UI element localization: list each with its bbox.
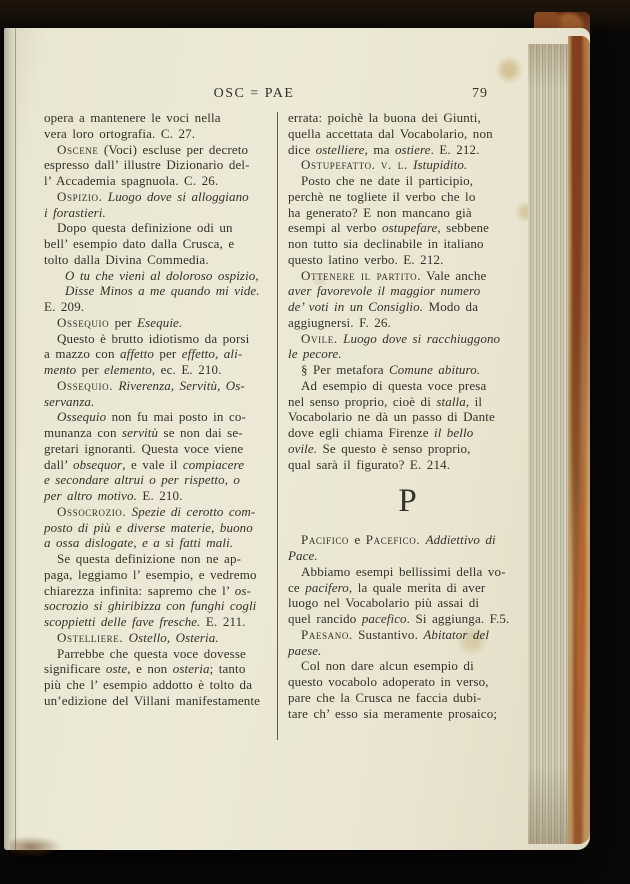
text-line	[288, 595, 528, 611]
text-line	[288, 189, 528, 205]
text-line	[44, 268, 272, 284]
text-run: E. 211.	[200, 614, 246, 629]
text-run: Sustantivo.	[352, 626, 424, 642]
text-line	[44, 236, 272, 252]
text-run: Ovile.	[301, 330, 338, 346]
text-run: paese.	[288, 642, 322, 658]
text-run: Se questo è senso proprio,	[317, 440, 471, 456]
text-line	[44, 394, 272, 410]
text-line	[288, 126, 528, 142]
text-line	[288, 548, 528, 564]
section-heading: P	[398, 483, 418, 520]
text-run: , ma	[364, 141, 395, 157]
text-run: pare che la Crusca ne faccia dubi-	[288, 689, 482, 705]
text-run: Ossocrozio.	[57, 503, 127, 519]
bottom-left-stain	[10, 836, 62, 858]
text-line	[44, 205, 272, 221]
text-run: Luogo dove si alloggiano	[107, 188, 249, 204]
text-line	[288, 331, 528, 347]
text-run: socrozio si ghiribizza con funghi cogli	[44, 598, 257, 614]
text-run: Ottenere il partito.	[301, 267, 422, 283]
text-run: Spezie di cerotto com-	[131, 503, 256, 519]
text-line	[288, 394, 528, 410]
text-run: munanza con	[44, 425, 122, 440]
text-run: Ostello, Osteria.	[128, 629, 219, 645]
text-line	[44, 189, 272, 205]
text-run: opera a mantenere le voci nella	[44, 110, 221, 125]
text-line	[288, 532, 528, 548]
text-run: § Per metafora	[301, 362, 390, 377]
text-run: ha generato? E non mancano già	[288, 204, 472, 220]
text-line	[44, 157, 272, 173]
text-run: Modo da	[423, 299, 479, 314]
text-line	[288, 409, 528, 425]
text-run: errata: poichè la buona dei Giunti,	[288, 110, 481, 125]
text-run: bell’ esempio dato dalla Crusca, e	[44, 236, 235, 251]
text-run: compiacere	[182, 456, 245, 472]
text-line	[288, 378, 528, 394]
text-run: . E. 212.	[430, 141, 480, 157]
text-line	[44, 567, 272, 583]
text-line	[288, 441, 528, 457]
text-run: , la quale merita di aver	[348, 579, 486, 595]
text-run: posto di più e diverse materie, buono	[44, 519, 253, 535]
text-line	[44, 409, 272, 425]
text-run: luogo nel Vocabolario più assai di	[288, 595, 480, 611]
text-run: non fu mai posto in co-	[106, 409, 247, 425]
text-run: elemento	[104, 362, 152, 377]
text-run: significare	[44, 661, 106, 677]
text-line	[288, 627, 528, 643]
text-run: questo latino verbo. E. 212.	[288, 251, 444, 267]
printed-page-content	[4, 28, 590, 850]
text-run: , sebbene	[437, 220, 490, 236]
text-run: Luogo dove si racchiuggono	[343, 330, 501, 346]
text-line	[44, 173, 272, 189]
text-run: , ec. E. 210.	[151, 362, 222, 377]
text-run: Vocabolario ne dà un passo di Dante	[288, 409, 495, 425]
text-run: mento	[44, 362, 77, 377]
text-run: Posto che ne date il participio,	[301, 173, 474, 188]
text-line	[288, 252, 528, 268]
text-line	[288, 690, 528, 706]
text-line	[288, 157, 528, 173]
text-line	[288, 173, 528, 189]
text-line	[44, 472, 272, 488]
text-line	[288, 283, 528, 299]
text-run: (Voci) escluse per decreto	[98, 141, 249, 157]
text-line	[288, 110, 528, 126]
text-line	[44, 693, 272, 709]
text-line	[44, 220, 272, 236]
column-divider-rule	[277, 112, 278, 740]
text-run: Dopo questa definizione odi un	[57, 220, 233, 236]
text-run: , il	[465, 393, 483, 409]
text-line	[44, 126, 272, 142]
text-run: Questo è brutto idiotismo da porsi	[57, 330, 250, 346]
text-line	[288, 611, 528, 627]
text-run: Col non dare alcun esempio di	[301, 658, 474, 674]
text-run: affetto	[120, 346, 154, 362]
text-run: e secondare altrui o per rispetto, o	[44, 472, 241, 488]
text-run: Pacifico	[301, 532, 350, 548]
text-run: perchè ne togliete il verbo che lo	[288, 188, 476, 204]
text-run: paga, leggiamo l’ esempio, e vedremo	[44, 566, 257, 582]
text-run: dove egli chiama Firenze	[288, 425, 435, 440]
text-run: i forastieri.	[44, 204, 106, 220]
text-line	[44, 441, 272, 457]
text-run: per altro motivo.	[44, 488, 137, 503]
text-line	[288, 205, 528, 221]
text-line	[288, 346, 528, 362]
text-column-left	[44, 110, 272, 709]
text-run: Abbiamo esempi bellissimi della vo-	[301, 563, 506, 579]
text-line	[288, 580, 528, 596]
text-line	[44, 535, 272, 551]
text-line	[288, 425, 528, 441]
text-run: Disse Minos a me quando mi vide.	[65, 283, 260, 299]
text-run: per	[153, 346, 182, 362]
text-run: a mazzo con	[44, 346, 121, 362]
text-run: Pace.	[288, 548, 318, 563]
text-run: , e vale il	[122, 456, 183, 472]
text-run: servitù	[122, 425, 159, 440]
text-line	[44, 504, 272, 520]
text-run: ostelliere	[315, 141, 365, 157]
text-run: O tu che vieni al doloroso ospizio,	[65, 267, 259, 283]
text-run: Parrebbe che questa voce dovesse	[57, 645, 246, 661]
text-run: Comune abituro.	[389, 362, 481, 377]
text-run: le pecore.	[288, 346, 342, 362]
text-run: e	[349, 532, 366, 548]
text-run: Pacefico.	[365, 532, 421, 548]
text-line	[44, 346, 272, 362]
text-run: Istupidito.	[413, 157, 468, 173]
text-run: Ossequio	[57, 314, 110, 330]
text-line	[44, 630, 272, 646]
text-run: il bello	[434, 425, 474, 440]
text-run: effetto	[181, 346, 215, 362]
text-run: se non dai se-	[158, 425, 243, 440]
text-run: Ossequio.	[57, 377, 114, 393]
text-line	[288, 299, 528, 315]
text-line	[44, 488, 272, 504]
text-run: qual sarà il figurato? E. 214.	[288, 456, 451, 472]
text-line	[44, 598, 272, 614]
text-run: de’ voti in un Consiglio.	[288, 299, 424, 314]
text-line	[288, 315, 528, 331]
text-line	[44, 315, 272, 331]
text-line	[288, 220, 528, 236]
text-run: Abitator del	[423, 626, 490, 642]
text-run: aver favorevole il maggior numero	[288, 283, 481, 299]
text-line	[288, 236, 528, 252]
text-run: Riverenza, Servitù, Os-	[118, 377, 245, 393]
text-line	[44, 378, 272, 394]
text-run: l’ Accademia spagnuola. C. 26.	[44, 173, 219, 188]
text-run: stalla	[436, 393, 466, 409]
text-run: ali-	[223, 346, 243, 362]
text-line	[288, 658, 528, 674]
text-run: ovile.	[288, 440, 318, 456]
text-line	[288, 362, 528, 378]
text-run: quella accettata dal Vocabolario, non	[288, 125, 493, 141]
text-run: Oscene	[57, 141, 99, 157]
text-run: Ostupefatto.	[301, 157, 376, 173]
text-run: Ospizio.	[57, 188, 103, 204]
text-line	[44, 362, 272, 378]
text-run: . Si aggiunga. F.5.	[406, 611, 510, 626]
text-line	[288, 564, 528, 580]
text-run: ,	[214, 346, 224, 362]
text-run: per	[76, 362, 105, 377]
text-run: Se questa definizione non ne ap-	[57, 551, 242, 566]
text-line	[44, 677, 272, 693]
text-run: esempi al verbo	[288, 220, 382, 236]
text-run: , e non	[127, 661, 173, 677]
text-run: ; tanto	[209, 661, 246, 677]
text-run: v. l.	[380, 157, 408, 173]
text-line	[44, 520, 272, 536]
text-run: vera loro ortografia. C. 27.	[44, 125, 196, 141]
text-run: aggiugnersi. F. 26.	[288, 314, 391, 330]
text-run: dice	[288, 141, 316, 157]
text-line	[288, 142, 528, 158]
text-run: nel senso proprio, cioè di	[288, 393, 437, 409]
text-line	[44, 614, 272, 630]
text-line	[44, 661, 272, 677]
text-run: quel rancido	[288, 611, 362, 626]
text-run: per	[109, 314, 138, 330]
text-line	[44, 425, 272, 441]
text-run: servanza.	[44, 393, 95, 409]
text-line	[44, 252, 272, 268]
page-number: 79	[472, 86, 488, 101]
text-line	[44, 142, 272, 158]
text-run: Addiettivo di	[425, 532, 496, 548]
text-run: dall’	[44, 456, 74, 472]
text-line	[288, 706, 528, 722]
text-run: E. 209.	[44, 299, 85, 314]
text-run: a ossa dislogate, e a sì fatti mali.	[44, 535, 234, 551]
text-run: scoppietti delle fave fresche.	[44, 614, 201, 629]
text-run: os-	[234, 582, 251, 598]
text-run: ostupefare	[381, 220, 438, 236]
text-line	[288, 643, 528, 659]
text-run: Ossequio	[57, 409, 107, 425]
text-column-right	[288, 110, 528, 721]
text-line	[44, 283, 272, 299]
text-run: espresso dall’ illustre Dizionario del-	[44, 157, 250, 173]
text-line	[44, 110, 272, 126]
text-run: ce	[288, 579, 306, 595]
text-run: più che l’ esempio addotto è tolto da	[44, 677, 253, 692]
text-run: tare ch’ esso sia meramente prosaico;	[288, 705, 498, 721]
text-run: ostiere	[394, 141, 431, 157]
text-run: non tutto sia declinabile in italiano	[288, 236, 484, 251]
text-run: Ostelliere.	[57, 629, 124, 645]
text-run: un’edizione del Villani manifestamente	[44, 692, 261, 708]
text-run: obsequor	[73, 456, 123, 472]
text-run: gretari ignoranti. Questa voce viene	[44, 440, 244, 456]
text-run: Ad esempio di questa voce presa	[301, 377, 487, 393]
text-run: E. 210.	[136, 488, 183, 503]
text-run: Paesano.	[301, 626, 353, 642]
text-line	[288, 674, 528, 690]
text-line	[44, 457, 272, 473]
text-line	[44, 299, 272, 315]
book-page	[4, 28, 590, 850]
text-line	[44, 646, 272, 662]
text-run: chiarezza infinita: sapremo che l’	[44, 582, 235, 598]
text-run: pacefico	[361, 611, 407, 626]
text-line	[288, 457, 528, 473]
text-run: osteria	[172, 661, 210, 677]
running-head: OSC = PAE	[213, 86, 295, 101]
text-run: pacifero	[305, 579, 349, 595]
text-run: Vale anche	[421, 267, 487, 283]
text-run: Esequie.	[137, 314, 183, 330]
text-run: oste	[105, 661, 128, 677]
text-line	[44, 551, 272, 567]
text-run: tolto dalla Divina Commedia.	[44, 251, 209, 267]
text-line	[44, 583, 272, 599]
text-run: questo vocabolo adoperato in verso,	[288, 674, 489, 689]
text-line	[44, 331, 272, 347]
text-line	[288, 268, 528, 284]
